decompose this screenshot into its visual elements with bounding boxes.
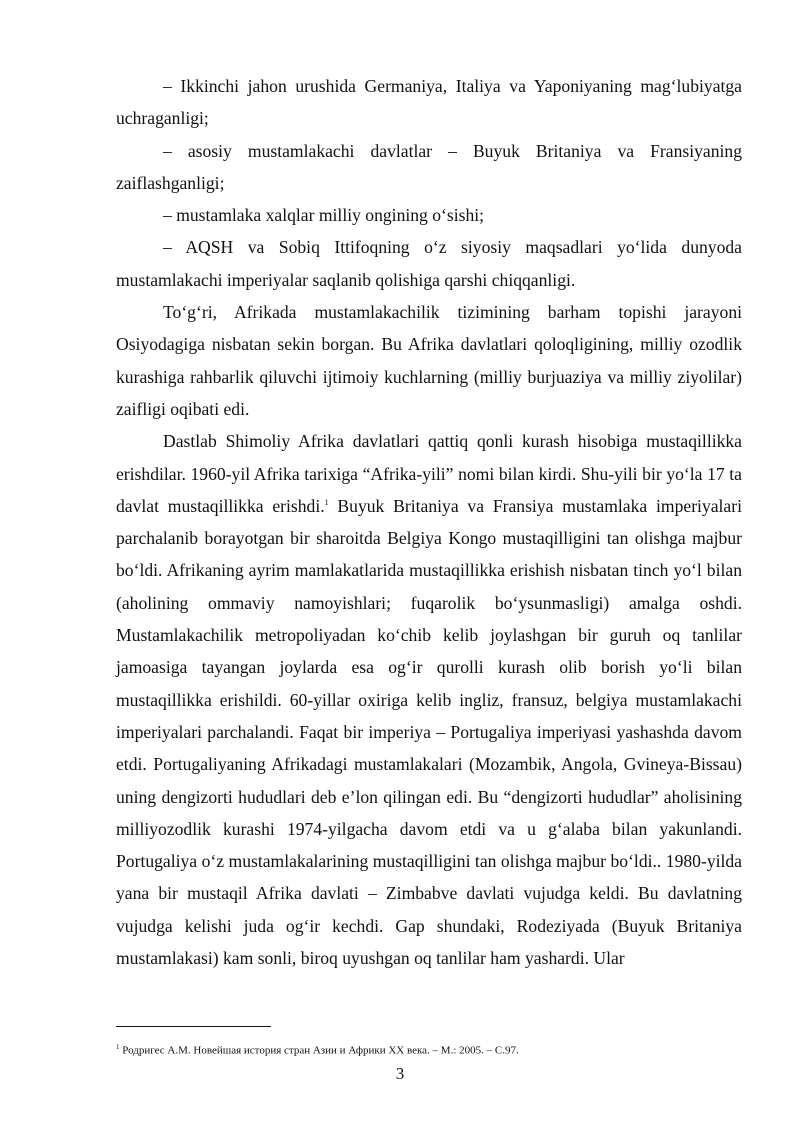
footnote <box>116 1040 742 1058</box>
footnote-reference[interactable]: 1 <box>324 498 329 507</box>
list-item-national-consciousness: – mustamlaka xalqlar milliy ongining o‘sishi; <box>163 205 485 226</box>
body-text <box>116 70 742 974</box>
list-item-colonial-powers-weakened: – asosiy mustamlakachi davlatlar – Buyuk Britaniya va Fransiyaning zaiflashganligi; <box>116 140 742 193</box>
paragraph-text-before-ref: Dastlab Shimoliy Afrika davlatlari qattiq qonli kurash hisobiga mustaqillikka erishdilar. 1960-yil Afrika tarixiga “Afrika-yili” nomi bilan kirdi. Shu-yili bir yo‘la 17 ta davlat mustaqillikka erishdi. <box>116 431 742 516</box>
paragraph-independence-history <box>116 425 742 974</box>
paragraph-africa-decolonization: To‘g‘ri, Afrikada mustamlakachilik tizimining barham topishi jarayoni Osiyodagiga nisbatan sekin borgan. Bu Afrika davlatlari qoloqligining, milliy ozodlik kurashiga rahbarlik qiluvchi ijtimoiy kuchlarning (milliy burjuaziya va milliy ziyolilar) zaifligi oqibati edi. <box>116 302 742 419</box>
page-number: 3 <box>395 1064 405 1083</box>
list-item-axis-defeat: – Ikkinchi jahon urushida Germaniya, Italiya va Yaponiyaning mag‘lubiyatga uchraganligi; <box>116 76 742 129</box>
paragraph-text-after-ref: Buyuk Britaniya va Fransiya mustamlaka imperiyalari parchalanib borayotgan bir sharoitda Belgiya Kongo mustaqilligini tan olishga majbur bo‘ldi. Afrikaning ayrim mamlakatlarida mustaqillikka erishish nisbatan tinch yo‘l bilan (aholining ommaviy namoyishlari; fuqarolik bo‘ysunmasligi) amalga oshdi. Mustamlakachilik metropoliyadan ko‘chib kelib joylashgan bir guruh oq tanlilar jamoasiga tayangan joylarda esa og‘ir qurolli kurash olib borish yo‘li bilan mustaqillikka erishildi. 60-yillar oxiriga kelib ingliz, fransuz, belgiya mustamlakachi imperiyalari parchalandi. Faqat bir imperiya – Portugaliya imperiyasi yashashda davom etdi. Portugaliyaning Afrikadagi mustamlakalari (Mozambik, Angola, Gvineya-Bissau) uning dengizorti hududlari deb e’lon qilingan edi. Bu “dengizorti hududlar” aholisining milliyozodlik kurashi 1974-yilgacha davom etdi va u g‘alaba bilan yakunlandi. Portugaliya o‘z mustamlakalarining mustaqilligini tan olishga majbur bo‘ldi.. 1980-yilda yana bir mustaqil Afrika davlati – Zimbabve davlati vujudga keldi. Bu davlatning vujudga kelishi juda og‘ir kechdi. Gap shundaki, Rodeziyada (Buyuk Britaniya mustamlakasi) kam sonli, biroq uyushgan oq tanlilar ham yashardi. Ular <box>116 495 742 969</box>
footnote-text: Родригес А.М. Новейшая история стран Азии и Африки XX века. – М.: 2005. – С.97. <box>119 1044 519 1057</box>
footnote-mark: 1 <box>116 1043 120 1051</box>
list-item-usa-ussr-position: – AQSH va Sobiq Ittifoqning o‘z siyosiy maqsadlari yo‘lida dunyoda mustamlakachi imperiyalar saqlanib qolishiga qarshi chiqqanligi. <box>116 237 742 290</box>
footnote-separator <box>116 1026 271 1027</box>
